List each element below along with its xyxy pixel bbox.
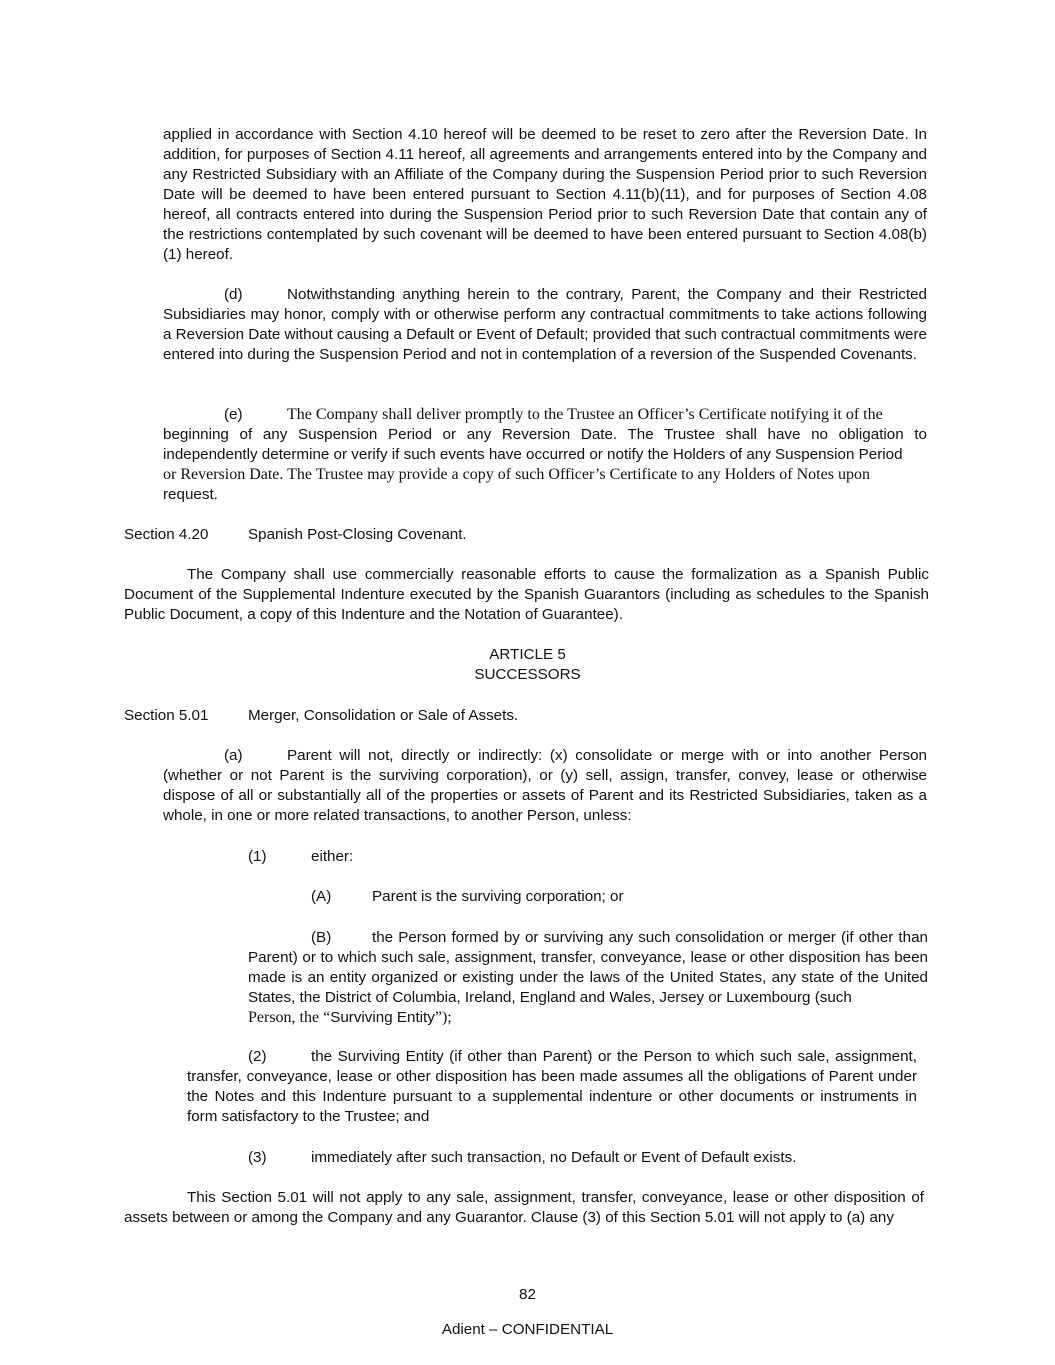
- item-1: [248, 847, 353, 867]
- item-2-text: the Surviving Entity (if other than Parent) or the Person to which such sale, assignment, transfer, conveyance, lease or other disposition has been made assumes all the obligations of Parent under the Notes and this Indenture pursuant to a supplemental indenture or other documents or instruments in form satisfactory to the Trustee; and: [187, 1048, 917, 1125]
- paragraph-e-label: (e): [224, 406, 243, 423]
- section-501-heading: [124, 706, 518, 726]
- paragraph-d-label: (d): [224, 286, 243, 303]
- article-heading: ARTICLE 5: [489, 646, 566, 663]
- item-b-text: the Person formed by or surviving any such consolidation or merger (if other than Parent) or to which such sale, assignment, transfer, conveyance, lease or other disposition has been made is an entity organized or existing under the laws of the United States, any state of the United States, the District of Columbia, Ireland, England and Wales, Jersey or Luxembourg (such: [248, 929, 928, 1006]
- item-1-label: (1): [248, 848, 267, 865]
- section-420-title: Spanish Post-Closing Covenant.: [248, 526, 467, 543]
- item-b-last-end: ”);: [434, 1009, 452, 1026]
- article-subheading: SUCCESSORS: [474, 666, 581, 683]
- paragraph-a-label: (a): [224, 747, 243, 764]
- paragraph-c-continuation: applied in accordance with Section 4.10 hereof will be deemed to be reset to zero after the Reversion Date. In addition, for purposes of Section 4.11 hereof, all agreements and arrangements entered into by the Company and any Restricted Subsidiary with an Affiliate of the Company during the Suspension Period prior to such Reversion Date will be deemed to have been entered pursuant to Section 4.11(b)(11), and for purposes of Section 4.08 hereof, all contracts entered into during the Suspension Period prior to such Reversion Date that contain any of the restrictions contemplated by such covenant will be deemed to have been entered pursuant to Section 4.08(b)(1) hereof.: [163, 126, 927, 263]
- final-paragraph: [124, 1188, 924, 1228]
- item-3-label: (3): [248, 1149, 267, 1166]
- paragraph-d: [163, 285, 927, 365]
- item-1-text: either:: [311, 848, 354, 865]
- item-2: [187, 1047, 917, 1127]
- item-b-label: (B): [311, 929, 332, 946]
- page-number: 82: [519, 1286, 536, 1303]
- section-420-heading: [124, 525, 467, 545]
- item-a: [311, 887, 624, 907]
- item-b: [248, 928, 928, 1028]
- paragraph-e-line1: The Company shall deliver promptly to the Trustee an Officer’s Certificate notifying it of the: [287, 406, 883, 423]
- section-420-number: Section 4.20: [124, 526, 209, 543]
- item-a-text: Parent is the surviving corporation; or: [372, 888, 624, 905]
- paragraph-a-text: Parent will not, directly or indirectly: (x) consolidate or merge with or into another Person (whether or not Parent is the surviving corporation), or (y) sell, assign, transfer, convey, lease or otherwise dispose of all or substantially all of the properties or assets of Parent and its Restricted Subsidiaries, taken as a whole, in one or more related transactions, to another Person, unless:: [163, 747, 927, 824]
- section-501-title: Merger, Consolidation or Sale of Assets.: [248, 707, 519, 724]
- item-b-defined-term: Surviving Entity: [330, 1009, 435, 1026]
- item-b-last-serif: Person, the “: [248, 1009, 331, 1026]
- paragraph-e-middle: beginning of any Suspension Period or any Reversion Date. The Trustee shall have no obligation to independently determine or verify if such events have occurred or notify the Holders of any Suspension Period: [163, 426, 927, 463]
- item-3: [248, 1148, 796, 1168]
- final-paragraph-text: This Section 5.01 will not apply to any sale, assignment, transfer, conveyance, lease or other disposition of assets between or among the Company and any Guarantor. Clause (3) of this Section 5.01 will not apply to (a) any: [124, 1189, 924, 1226]
- item-2-label: (2): [248, 1048, 267, 1065]
- paragraph-e: [163, 405, 933, 505]
- item-a-label: (A): [311, 888, 332, 905]
- section-501-number: Section 5.01: [124, 707, 209, 724]
- item-3-text: immediately after such transaction, no Default or Event of Default exists.: [311, 1149, 797, 1166]
- paragraph-e-line4: or Reversion Date. The Trustee may provide a copy of such Officer’s Certificate to any Holders of Notes upon: [163, 466, 870, 483]
- confidential-footer: Adient – CONFIDENTIAL: [441, 1321, 614, 1338]
- paragraph-a: [163, 746, 927, 826]
- section-420-paragraph: [124, 565, 929, 625]
- paragraph-e-line5: request.: [163, 486, 218, 503]
- section-420-text: The Company shall use commercially reasonable efforts to cause the formalization as a Spanish Public Document of the Supplemental Indenture executed by the Spanish Guarantors (including as schedules to the Spanish Public Document, a copy of this Indenture and the Notation of Guarantee).: [124, 566, 929, 623]
- paragraph-d-text: Notwithstanding anything herein to the contrary, Parent, the Company and their Restricted Subsidiaries may honor, comply with or otherwise perform any contractual commitments to take actions following a Reversion Date without causing a Default or Event of Default; provided that such contractual commitments were entered into during the Suspension Period and not in contemplation of a reversion of the Suspended Covenants.: [163, 286, 927, 363]
